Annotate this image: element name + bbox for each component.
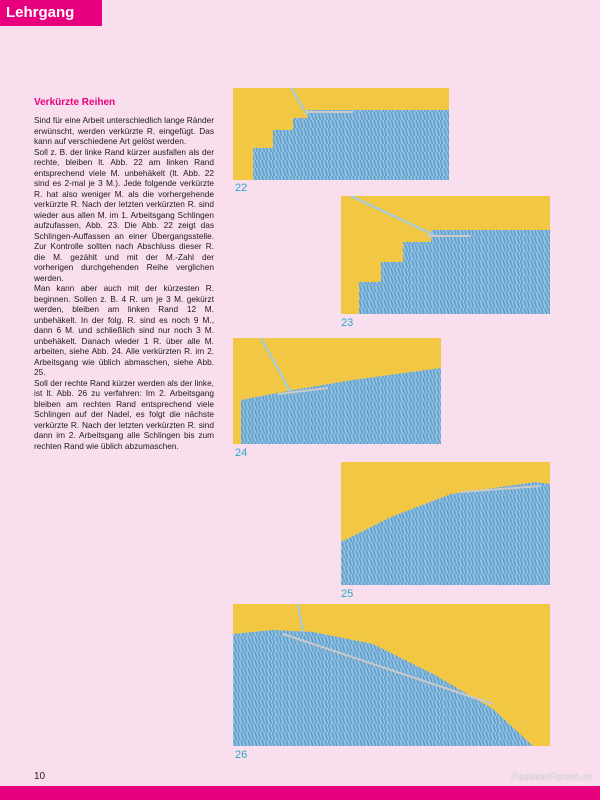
article-title: Verkürzte Reihen	[34, 97, 116, 108]
paragraph: Soll der rechte Rand kürzer werden als der linke, ist lt. Abb. 26 zu verfahren: Im 2. Arbeitsgang bleiben am rechten Rand entsprechend viele Schlingen auf der Nadel, es folgt die nächste verkürzte R. Nach der letzten verkürzten R. sind dann im 2. Arbeitsgang alle Schlingen bis zum rechten Rand wie üblich abzumaschen.	[34, 377, 214, 451]
figure-24-photo	[233, 338, 441, 444]
figure-23-caption: 23	[341, 317, 354, 329]
figure-23-photo	[341, 196, 550, 314]
paragraph: Soll z. B. der linke Rand kürzer ausfallen als der rechte, bleiben lt. Abb. 22 am linken Rand entsprechend viele M. unbehäkelt (lt. Abb. 22 sind es 2-mal je 3 M.). Jede folgende verkürzte R. hat also weniger M. als die vorhergehende verkürzte R. Nach der letzten verkürzten R. sind wieder aus allen M. im 1. Arbeitsgang Schlingen aufzufassen, Abb. 23. Die Abb. 22 zeigt das Schlingen-Auffassen an einer Übergangsstelle. Zur Kontrolle sollten nach Abschluss dieser R. die M. gezählt und mit der M.-Zahl der vorherigen durchgehenden Reihe verglichen werden.	[34, 146, 214, 283]
page-number: 10	[34, 771, 46, 782]
paragraph: Sind für eine Arbeit unterschiedlich lange Ränder erwünscht, werden verkürzte R. eingefügt. Das kann auf verschiedene Art gelöst werden.	[34, 115, 214, 146]
section-tab	[0, 0, 102, 26]
figure-25-photo	[341, 462, 550, 585]
section-tab-label: Lehrgang	[6, 4, 75, 21]
figure-26-caption: 26	[235, 749, 248, 761]
paragraph: Man kann aber auch mit der kürzesten R. beginnen. Sollen z. B. 4 R. um je 3 M. gekürzt werden, bleiben am linken Rand 12 M. unbehäkelt. In der folg. R. sind es noch 9 M., dann 6 M. und schließlich sind nur noch 3 M. unbehäkelt. Danach wieder 1 R. über alle M. arbeiten, siehe Abb. 24. Alle verkürzten R. im 2. Arbeitsgang wie üblich abmaschen, siehe Abb. 25.	[34, 283, 214, 377]
crochet-swatch-image	[233, 338, 441, 444]
crochet-swatch-image	[341, 196, 550, 314]
footer-band	[0, 786, 600, 800]
figure-24-caption: 24	[235, 447, 248, 459]
crochet-swatch-image	[233, 88, 449, 180]
article-body	[34, 115, 214, 451]
figure-26-photo	[233, 604, 550, 746]
figure-22-caption: 22	[235, 182, 248, 194]
crochet-swatch-image	[233, 604, 550, 746]
crochet-swatch-image	[341, 462, 550, 585]
figure-25-caption: 25	[341, 588, 354, 600]
watermark: PassionForum.ru	[511, 772, 592, 783]
figure-22-photo	[233, 88, 449, 180]
